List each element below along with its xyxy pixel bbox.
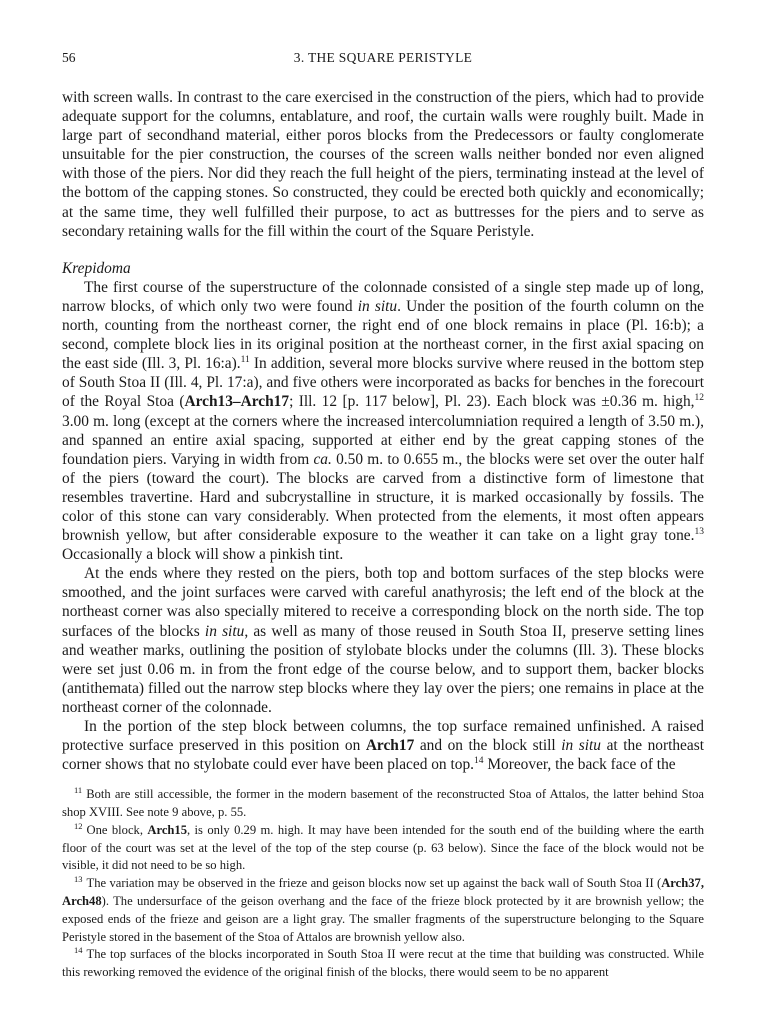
footnote-ref-13: 13 [694, 527, 704, 538]
running-head [62, 50, 704, 70]
footnote-13: $^{13}$ The variation may be observed in the frieze and geison blocks now set up against the back wall of South Stoa II (Arch37, Arch48). The undersurface of the geison overhang and the face of the frieze block protected by it are brownish yellow; the exposed ends of the frieze and geison are a light gray. The smaller fragments of the superstructure belonging to the Square Peristyle stored in the basement of the Stoa of Attalos are brownish yellow also. [62, 874, 704, 944]
section-heading-krepidoma: Krepidoma [62, 259, 131, 277]
page [62, 50, 704, 982]
catalog-ref: Arch13–Arch17 [184, 393, 290, 411]
paragraph-2: The first course of the superstructure of the colonnade consisted of a single step made up of long, narrow blocks, of which only two were found in situ. Under the position of the fourth column on the north, counting from the northeast corner, the right end of one block remains in place (Pl. 16:b); a second, complete block lies in its original position at the northeast corner, in the first axial spacing on the east side (Ill. 3, Pl. 16:a).$^{11}$ In addition, several more blocks survive where reused in the bottom step of South Stoa II (Ill. 4, Pl. 17:a), and five others were incorporated as backs for benches in the forecourt of the Royal Stoa (Arch13–Arch17; Ill. 12 [p. 117 below], Pl. 23). Each block was ±0.36 m. high,$^{12}$ 3.00 m. long (except at the corners where the increased intercolumniation required a length of 3.50 m.), and spanned an entire axial spacing, supported at either end by the great capping stones of the foundation piers. Varying in width from ca. 0.50 m. to 0.655 m., the blocks were set over the outer half of the piers (toward the court). The blocks are carved from a distinctive form of limestone that resembles travertine. Hard and subcrystalline in structure, it is marked occasionally by fossils. The color of this stone can vary considerably. When protected from the elements, it most often appears brownish yellow, but after considerable exposure to the weather it can take on a light gray tone.$^{13}$ Occasionally a block will show a pinkish tint. [62, 278, 705, 564]
footnote-11: $^{11}$ Both are still accessible, the former in the modern basement of the reconstructed Stoa of Attalos, the latter behind Stoa shop XVIII. See note 9 above, p. 55. [62, 785, 704, 820]
paragraph-1: with screen walls. In contrast to the care exercised in the construction of the piers, which had to provide adequate support for the columns, entablature, and roof, the curtain walls were roughly built. Made in large part of secondhand material, either poros blocks from the Predecessors or faulty conglomerate unsuitable for the pier construction, the courses of the screen walls neither bonded nor even aligned with those of the piers. Nor did they reach the full height of the piers, terminating instead at the level of the bottom of the capping stones. So constructed, they could be erected both quickly and economically; at the same time, they well fulfilled their purpose, to act as buttresses for the piers and to serve as secondary retaining walls for the fill within the court of the Square Peristyle. [62, 89, 704, 240]
paragraph-4: In the portion of the step block between columns, the top surface remained unfinished. A raised protective surface preserved in this position on Arch17 and on the block still in situ at the northeast corner shows that no stylobate could ever have been placed on top.$^{14}$ Moreover, the back face of the [62, 718, 704, 774]
footnote-ref-12: 12 [694, 393, 705, 404]
footnotes [62, 786, 704, 982]
footnote-14: $^{14}$ The top surfaces of the blocks incorporated in South Stoa II were recut at the time that building was constructed. While this reworking removed the evidence of the original finish of the blocks, there would seem to be no apparent [62, 945, 704, 980]
catalog-ref: Arch17 [365, 737, 415, 755]
footnote-ref-14: 14 [474, 756, 484, 767]
running-title: 3. THE SQUARE PERISTYLE [293, 50, 473, 65]
footnote-12: $^{12}$ One block, Arch15, is only 0.29 m. high. It may have been intended for the south end of the building where the earth floor of the court was set at the level of the top of the step course (p. 63 below). Since the face of the block would not be visible, it did not need to be so high. [62, 820, 705, 873]
footnote-ref-11: 11 [240, 355, 250, 366]
paragraph-3: At the ends where they rested on the piers, both top and bottom surfaces of the step blocks were smoothed, and the joint surfaces were carved with careful anathyrosis; the left end of the block at the northeast corner was also specially mitered to receive a corresponding block on the north side. The top surfaces of the blocks in situ, as well as many of those reused in South Stoa II, preserve setting lines and weather marks, outlining the position of stylobate blocks under the columns (Ill. 3). These blocks were set just 0.06 m. in from the front edge of the course below, and to support them, backer blocks (antithemata) filled out the narrow step blocks where they lay over the piers; one remains in place at the northeast corner of the colonnade. [62, 565, 704, 716]
body-text [62, 88, 704, 774]
page-number: 56 [62, 50, 76, 65]
